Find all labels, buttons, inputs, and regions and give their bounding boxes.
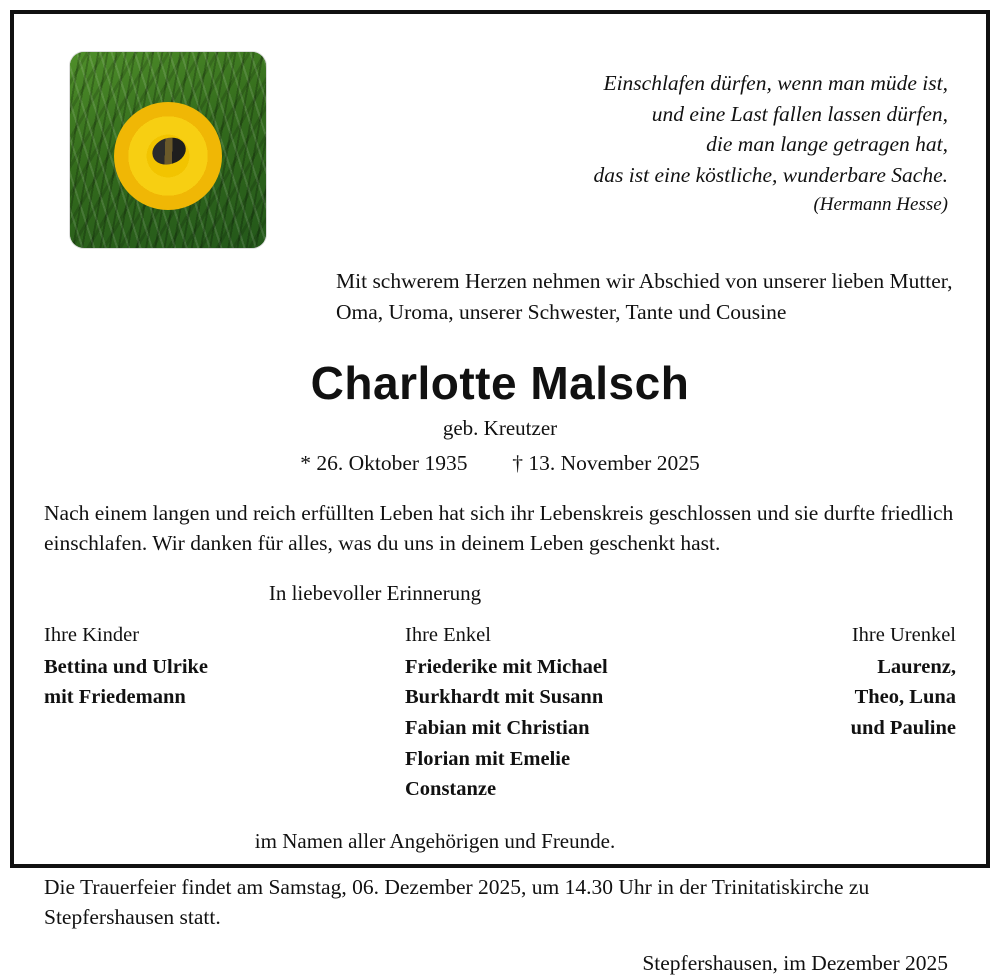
verse-line: und eine Last fallen lassen dürfen, [651,101,948,126]
intro-text: Mit schwerem Herzen nehmen wir Abschied von unserer lieben Mutter, Oma, Uroma, unserer Schwester, Tante und Cousine [336,269,953,324]
behalf-line: im Namen aller Angehörigen und Freunde. [254,828,616,853]
family-member: Fabian mit Christian [405,716,590,739]
family-member: Burkhardt mit Susann [405,686,604,709]
family-heading: Ihre Urenkel [851,623,956,646]
family-member: und Pauline [850,716,956,739]
family-heading: Ihre Enkel [405,623,491,646]
top-section [44,40,956,248]
family-column-greatgrandchildren [776,622,956,746]
family-member: Bettina und Ulrike [44,655,209,678]
life-dates [44,451,956,476]
family-columns [44,622,956,807]
family-member: Florian mit Emelie [405,747,571,770]
verse-line: Einschlafen dürfen, wenn man müde ist, [603,71,948,95]
family-member: mit Friedemann [44,686,186,709]
maiden-name: geb. Kreutzer [442,415,558,440]
verse-line: die man lange getragen hat, [706,132,948,157]
family-member: Theo, Luna [854,686,956,709]
notice-frame [10,10,990,975]
verse-author: (Hermann Hesse) [813,194,948,216]
death-date: † 13. November 2025 [512,450,700,475]
deceased-name: Charlotte Malsch [310,356,690,409]
ceremony-text: Die Trauerfeier findet am Samstag, 06. Dezember 2025, um 14.30 Uhr in der Trinitatiskirche zu Stepfershausen statt. [44,874,870,930]
birth-date: * 26. Oktober 1935 [300,450,468,475]
photo-container [44,40,268,248]
body-text: Nach einem langen und reich erfüllten Leben hat sich ihr Lebenskreis geschlossen und sie durfte friedlich einschlafen. Wir danken für alles, was du uns in deinem Leben geschenkt hast. [44,500,954,556]
family-heading: Ihre Kinder [44,623,140,646]
place-and-date: Stepfershausen, im Dezember 2025 [642,950,948,975]
family-member: Laurenz, [877,655,956,678]
family-member: Friederike mit Michael [405,655,608,678]
memory-line: In liebevoller Erinnerung [268,580,482,605]
family-column-children [44,622,364,715]
portrait-photo [70,52,266,248]
verse-line: das ist eine köstliche, wunderbare Sache. [593,162,948,187]
verse-block [268,40,956,219]
family-member: Constanze [405,778,497,801]
family-column-grandchildren [405,622,735,807]
